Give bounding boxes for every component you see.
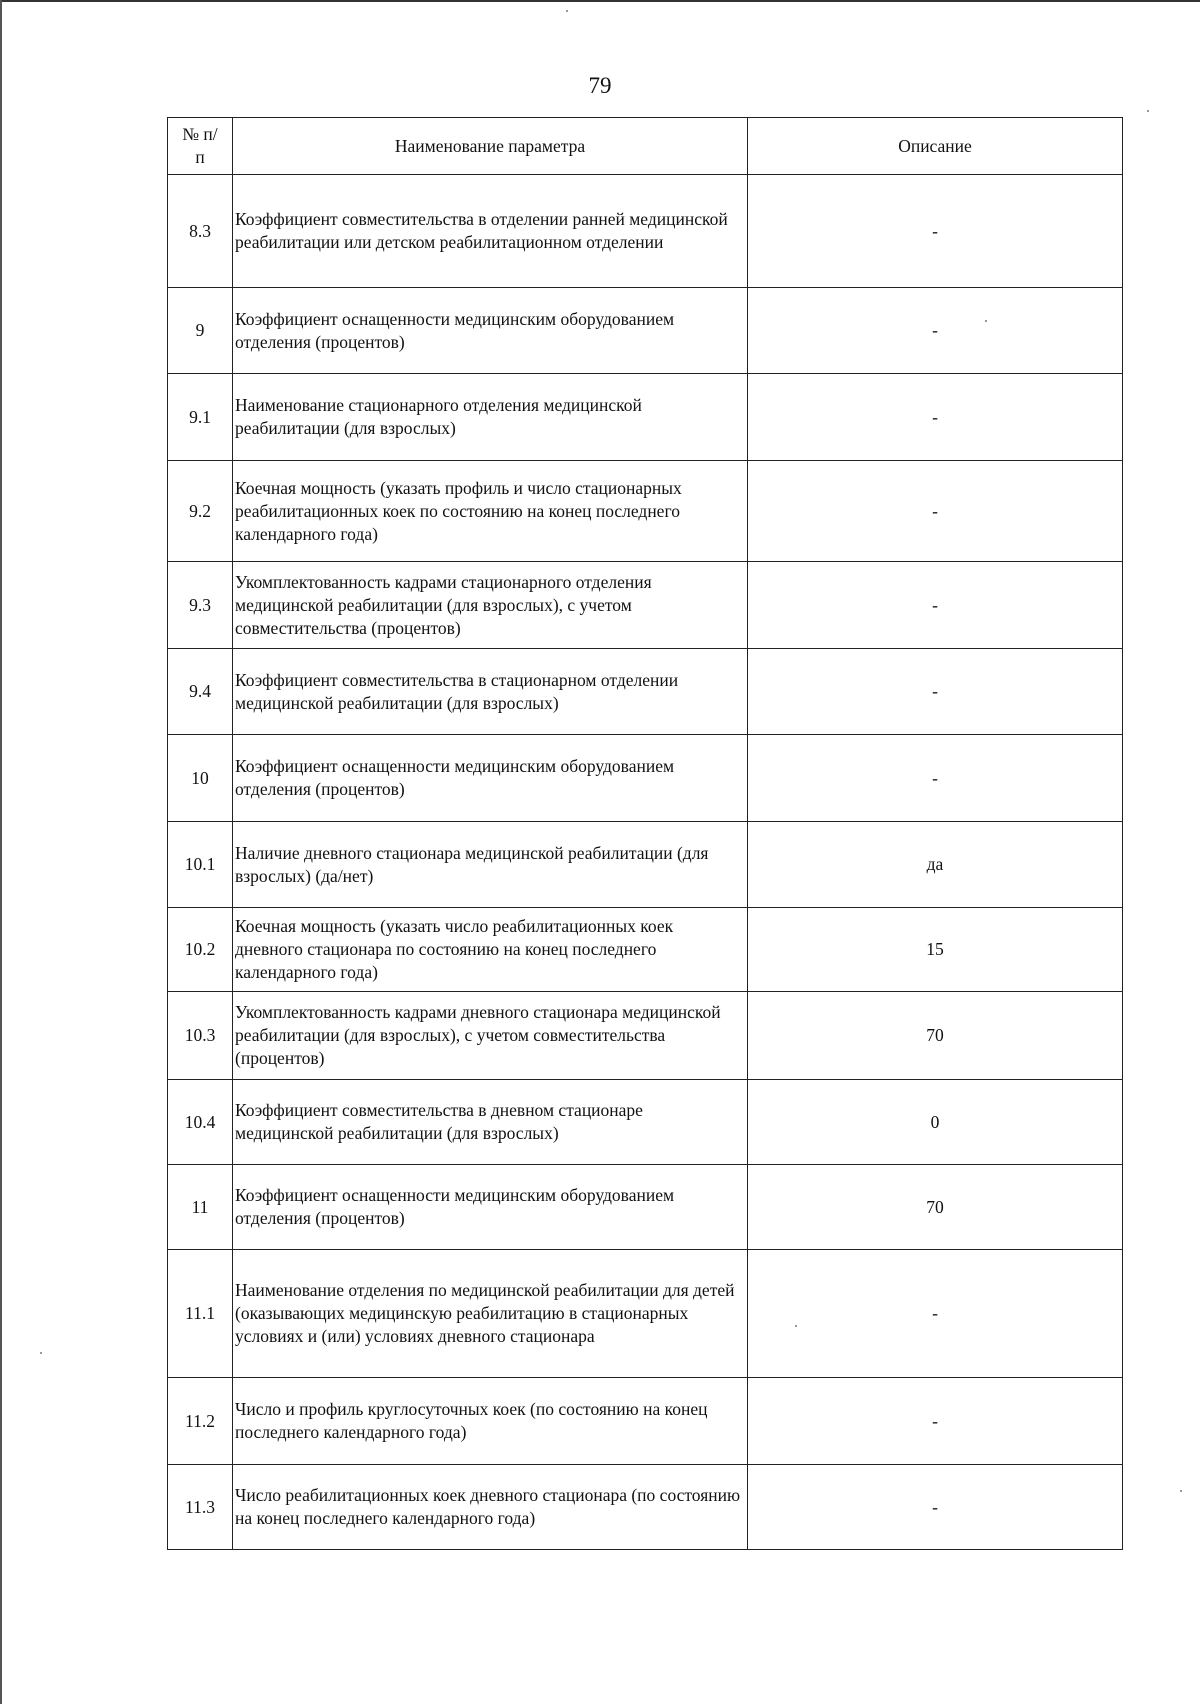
row-parameter-name: Укомплектованность кадрами стационарного отделения медицинской реабилитации (для взрослых), с учетом совместительства (процентов) [233,562,748,649]
scan-speck [1180,1490,1182,1492]
row-number: 8.3 [168,175,233,288]
row-description: 70 [748,1165,1123,1250]
row-description: да [748,822,1123,908]
scan-speck [795,1325,797,1327]
row-number: 10.2 [168,908,233,992]
row-description: - [748,562,1123,649]
table-row [168,1378,1123,1465]
row-parameter-name: Коэффициент совместительства в дневном стационаре медицинской реабилитации (для взрослых) [233,1080,748,1165]
row-parameter-name: Наименование стационарного отделения медицинской реабилитации (для взрослых) [233,374,748,461]
header-num-label: № п/п [182,124,218,167]
scan-speck [40,1352,42,1354]
row-parameter-name: Коэффициент совместительства в стационарном отделении медицинской реабилитации (для взрослых) [233,649,748,735]
table-row [168,1465,1123,1550]
header-desc: Описание [748,118,1123,175]
row-number: 9.3 [168,562,233,649]
table-row [168,992,1123,1080]
scan-border-top [0,0,1200,2]
header-num [168,118,233,175]
row-number: 10 [168,735,233,822]
row-parameter-name: Коэффициент оснащенности медицинским оборудованием отделения (процентов) [233,735,748,822]
row-number: 11 [168,1165,233,1250]
page-number: 79 [588,73,612,98]
row-number: 9.1 [168,374,233,461]
row-number: 10.3 [168,992,233,1080]
table-row [168,288,1123,374]
row-number: 11.3 [168,1465,233,1550]
row-parameter-name: Коечная мощность (указать число реабилитационных коек дневного стационара по состоянию на конец последнего календарного года) [233,908,748,992]
table-row [168,1080,1123,1165]
row-number: 9 [168,288,233,374]
row-number: 10.4 [168,1080,233,1165]
header-name: Наименование параметра [233,118,748,175]
row-number: 10.1 [168,822,233,908]
row-description: - [748,175,1123,288]
table-header-row [168,118,1123,175]
row-parameter-name: Коэффициент оснащенности медицинским оборудованием отделения (процентов) [233,1165,748,1250]
scan-speck [1147,110,1149,112]
row-description: - [748,461,1123,562]
row-number: 9.2 [168,461,233,562]
row-description: - [748,374,1123,461]
scan-speck [566,10,568,12]
row-parameter-name: Коечная мощность (указать профиль и число стационарных реабилитационных коек по состоянию на конец последнего календарного года) [233,461,748,562]
row-description: 15 [748,908,1123,992]
parameters-table [167,117,1123,1550]
row-description: - [748,1465,1123,1550]
table-row [168,735,1123,822]
row-parameter-name: Коэффициент оснащенности медицинским оборудованием отделения (процентов) [233,288,748,374]
row-description: 70 [748,992,1123,1080]
row-description: 0 [748,1080,1123,1165]
table-row [168,908,1123,992]
row-description: - [748,649,1123,735]
table-row [168,562,1123,649]
scan-border-left [0,0,2,1704]
row-parameter-name: Наличие дневного стационара медицинской реабилитации (для взрослых) (да/нет) [233,822,748,908]
row-parameter-name: Укомплектованность кадрами дневного стационара медицинской реабилитации (для взрослых), с учетом совместительства (процентов) [233,992,748,1080]
scan-speck [985,320,987,322]
table-row [168,461,1123,562]
table-row [168,822,1123,908]
row-number: 11.1 [168,1250,233,1378]
row-description: - [748,1250,1123,1378]
row-parameter-name: Наименование отделения по медицинской реабилитации для детей (оказывающих медицинскую реабилитацию в стационарных условиях и (или) условиях дневного стационара [233,1250,748,1378]
row-number: 11.2 [168,1378,233,1465]
table-row [168,374,1123,461]
row-number: 9.4 [168,649,233,735]
table-row [168,175,1123,288]
table-row [168,1250,1123,1378]
row-description: - [748,1378,1123,1465]
row-parameter-name: Число и профиль круглосуточных коек (по состоянию на конец последнего календарного года) [233,1378,748,1465]
row-parameter-name: Число реабилитационных коек дневного стационара (по состоянию на конец последнего календарного года) [233,1465,748,1550]
row-parameter-name: Коэффициент совместительства в отделении ранней медицинской реабилитации или детском реабилитационном отделении [233,175,748,288]
table-row [168,649,1123,735]
row-description: - [748,735,1123,822]
row-description: - [748,288,1123,374]
table-row [168,1165,1123,1250]
